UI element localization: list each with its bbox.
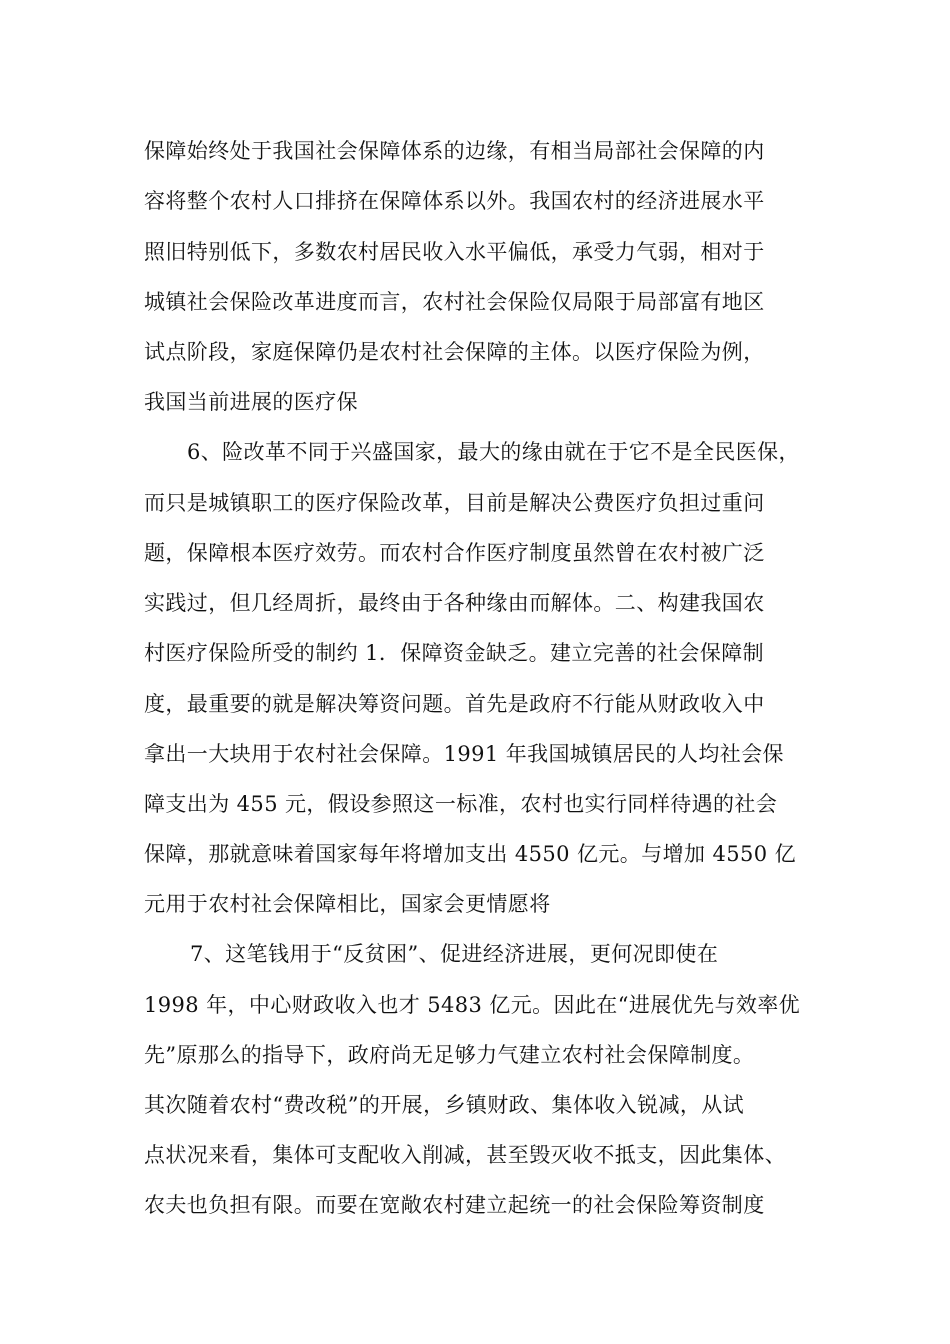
body-text-line: 实践过，但几经周折，最终由于各种缘由而解体。二、构建我国农 [144,591,765,615]
body-text-line: 我国当前进展的医疗保 [144,390,358,414]
body-text-line: 题，保障根本医疗效劳。而农村合作医疗制度虽然曾在农村被广泛 [144,541,765,565]
body-text-line: 农夫也负担有限。而要在宽敞农村建立起统一的社会保险筹资制度 [144,1193,765,1217]
body-text-line: 度，最重要的就是解决筹资问题。首先是政府不行能从财政收入中 [144,692,765,716]
body-text-line: 7、这笔钱用于“反贫困”、促进经济进展，更何况即使在 [190,942,719,966]
body-text-line: 拿出一大块用于农村社会保障。1991 年我国城镇居民的人均社会保 [144,742,784,766]
body-text-line: 保障，那就意味着国家每年将增加支出 4550 亿元。与增加 4550 亿 [144,842,796,866]
body-text-line: 先”原那么的指导下，政府尚无足够力气建立农村社会保障制度。 [144,1043,755,1067]
body-text-line: 试点阶段，家庭保障仍是农村社会保障的主体。以医疗保险为例， [144,340,765,364]
body-text-line: 村医疗保险所受的制约 1．保障资金缺乏。建立完善的社会保障制 [144,641,765,665]
body-text-line: 照旧特别低下，多数农村居民收入水平偏低，承受力气弱，相对于 [144,240,765,264]
body-text-line: 城镇社会保险改革进度而言，农村社会保险仅局限于局部富有地区 [144,290,765,314]
body-text-line: 保障始终处于我国社会保障体系的边缘，有相当局部社会保障的内 [144,139,765,163]
body-text-line: 1998 年，中心财政收入也才 5483 亿元。因此在“进展优先与效率优 [144,993,801,1017]
body-text-line: 点状况来看，集体可支配收入削减，甚至毁灭收不抵支，因此集体、 [144,1143,786,1167]
body-text-line: 其次随着农村“费改税”的开展，乡镇财政、集体收入锐减，从试 [144,1093,745,1117]
body-text-line: 而只是城镇职工的医疗保险改革，目前是解决公费医疗负担过重问 [144,491,765,515]
body-text-line: 障支出为 455 元，假设参照这一标准，农村也实行同样待遇的社会 [144,792,778,816]
body-text-line: 元用于农村社会保障相比，国家会更情愿将 [144,892,551,916]
body-text-line: 6、险改革不同于兴盛国家，最大的缘由就在于它不是全民医保， [187,440,800,464]
body-text-line: 容将整个农村人口排挤在保障体系以外。我国农村的经济进展水平 [144,189,765,213]
